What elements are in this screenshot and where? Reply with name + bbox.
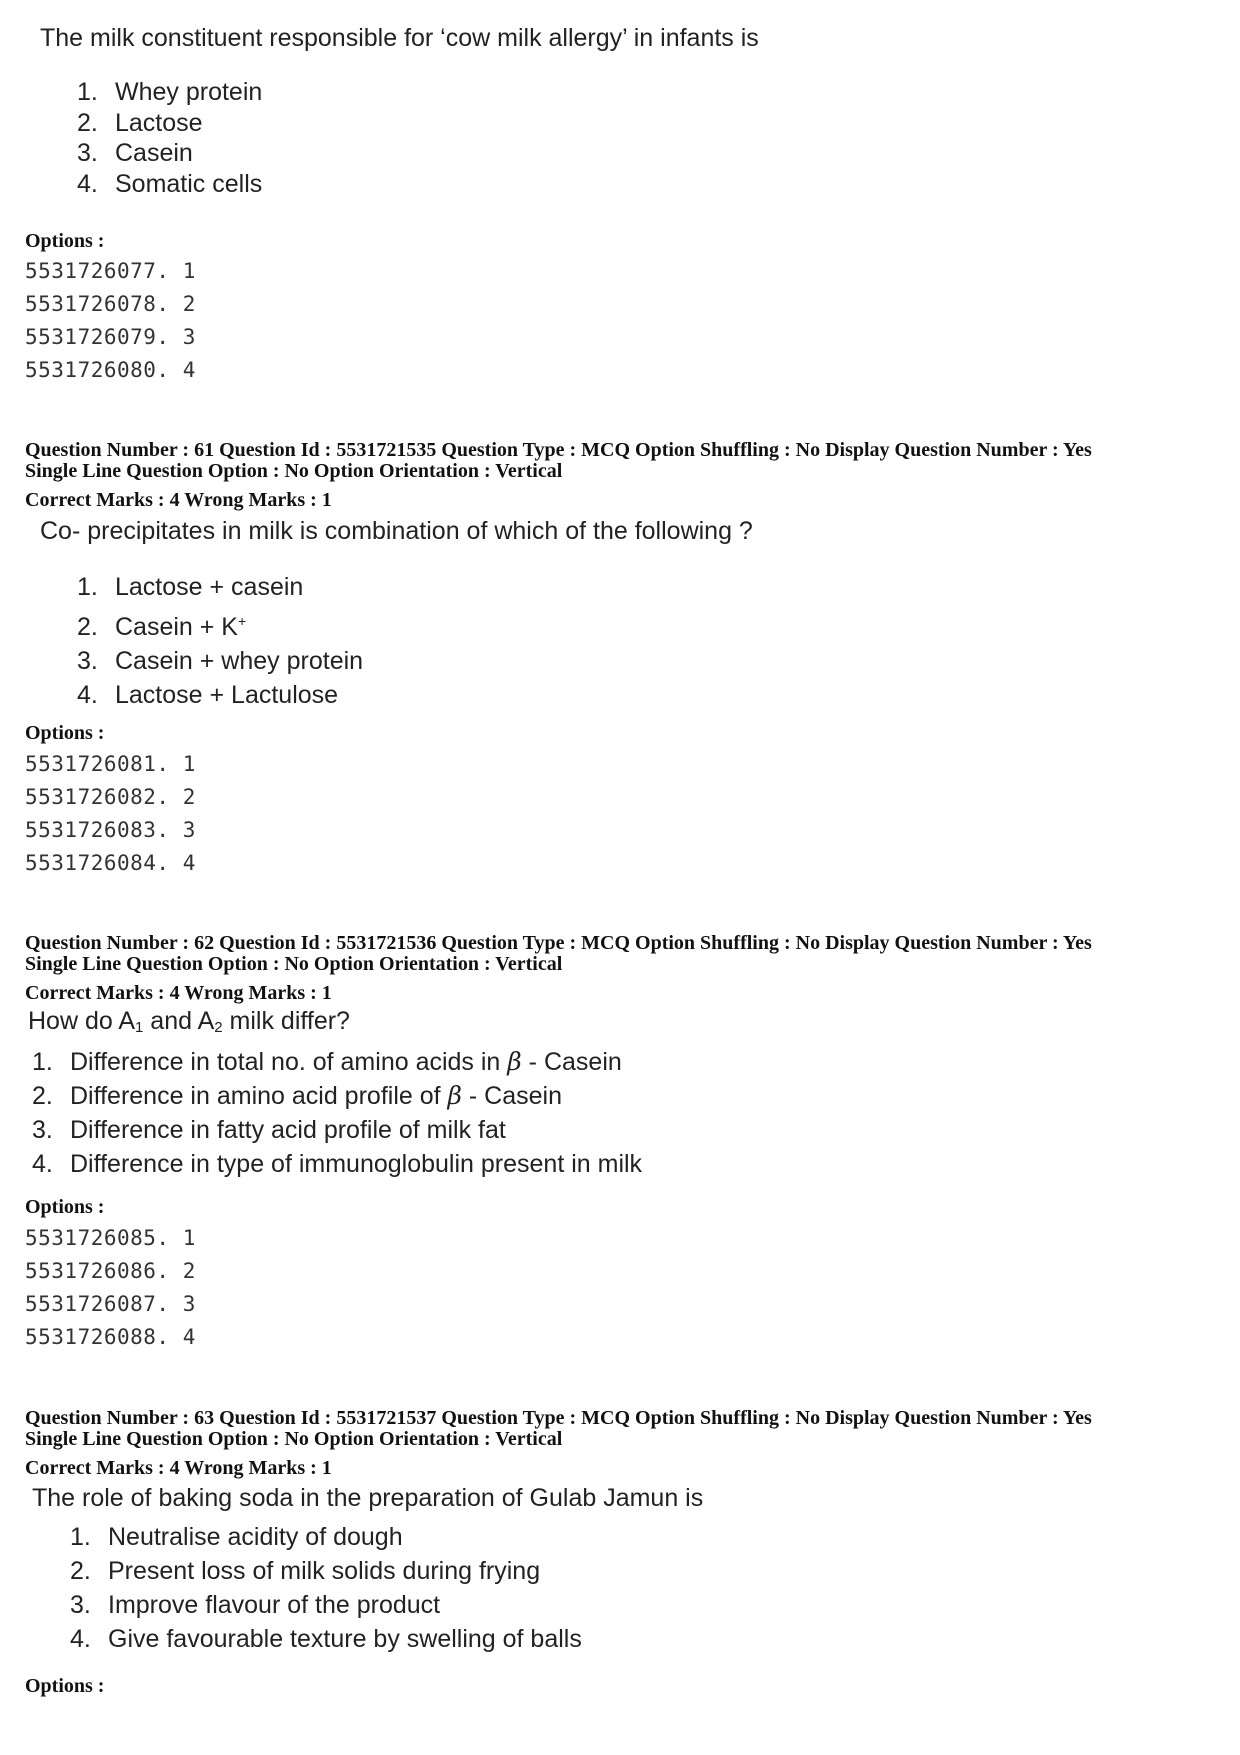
options-label: Options :	[25, 722, 105, 744]
option-id: 5531726079. 3	[25, 325, 196, 349]
option-id: 5531726086. 2	[25, 1259, 196, 1283]
question-meta	[25, 440, 1092, 482]
option-id: 5531726081. 1	[25, 752, 196, 776]
choice-item: 1. Difference in total no. of amino acids in β - Casein	[32, 1047, 622, 1076]
question-meta	[25, 933, 1092, 975]
question-meta	[25, 1408, 1092, 1450]
marks-line: Correct Marks : 4 Wrong Marks : 1	[25, 1457, 332, 1479]
marks-line: Correct Marks : 4 Wrong Marks : 1	[25, 489, 332, 511]
choice-item: 1. Whey protein	[77, 78, 263, 106]
question-stem: The milk constituent responsible for ‘cow milk allergy’ in infants is	[40, 24, 759, 52]
choice-item: 3. Casein	[77, 139, 193, 168]
option-id: 5531726083. 3	[25, 818, 196, 842]
question-meta-line: Single Line Question Option : No Option Orientation : Vertical	[25, 460, 563, 482]
options-label: Options :	[25, 230, 105, 252]
choice-item: 4. Lactose + Lactulose	[77, 681, 339, 709]
choice-list	[77, 570, 363, 712]
question-meta-line: Question Number : 63 Question Id : 5531721537 Question Type : MCQ Option Shuffling : No Display Question Number : Yes	[25, 1407, 1092, 1429]
option-id: 5531726078. 2	[25, 292, 196, 316]
choice-item: 3. Difference in fatty acid profile of milk fat	[32, 1116, 506, 1144]
options-label: Options :	[25, 1675, 105, 1697]
question-meta-line: Question Number : 62 Question Id : 5531721536 Question Type : MCQ Option Shuffling : No Display Question Number : Yes	[25, 932, 1092, 954]
choice-item: 4. Difference in type of immunoglobulin present in milk	[32, 1150, 643, 1178]
choice-item: 4. Give favourable texture by swelling of balls	[70, 1625, 582, 1653]
option-id: 5531726082. 2	[25, 785, 196, 809]
choice-item: 2. Present loss of milk solids during frying	[70, 1557, 541, 1585]
choice-item: 3. Casein + whey protein	[77, 647, 364, 675]
choice-item: 2. Casein + K+	[77, 613, 247, 641]
question-stem: Co- precipitates in milk is combination of which of the following ?	[40, 517, 753, 545]
question-meta-line: Single Line Question Option : No Option Orientation : Vertical	[25, 953, 563, 975]
choice-item: 1. Neutralise acidity of dough	[70, 1523, 403, 1551]
option-id: 5531726080. 4	[25, 358, 196, 382]
option-id: 5531726084. 4	[25, 851, 196, 875]
choice-list	[70, 1520, 582, 1656]
choice-item: 3. Improve flavour of the product	[70, 1591, 441, 1619]
option-id: 5531726087. 3	[25, 1292, 196, 1316]
question-meta-line: Single Line Question Option : No Option Orientation : Vertical	[25, 1428, 563, 1450]
choice-item: 2. Difference in amino acid profile of β - Casein	[32, 1081, 563, 1110]
choice-item: 4. Somatic cells	[77, 169, 263, 198]
choice-item: 1. Lactose + casein	[77, 573, 304, 601]
option-id: 5531726088. 4	[25, 1325, 196, 1349]
choice-list	[32, 1045, 642, 1181]
choice-list	[77, 77, 262, 199]
question-meta-line: Question Number : 61 Question Id : 5531721535 Question Type : MCQ Option Shuffling : No Display Question Number : Yes	[25, 439, 1092, 461]
option-id: 5531726085. 1	[25, 1226, 196, 1250]
question-stem: The role of baking soda in the preparation of Gulab Jamun is	[32, 1484, 704, 1512]
question-stem: How do $A_1$ and $A_2$ milk differ?	[28, 1007, 350, 1036]
options-label: Options :	[25, 1196, 105, 1218]
choice-item: 2. Lactose	[77, 108, 203, 137]
marks-line: Correct Marks : 4 Wrong Marks : 1	[25, 982, 332, 1004]
option-id: 5531726077. 1	[25, 259, 196, 283]
